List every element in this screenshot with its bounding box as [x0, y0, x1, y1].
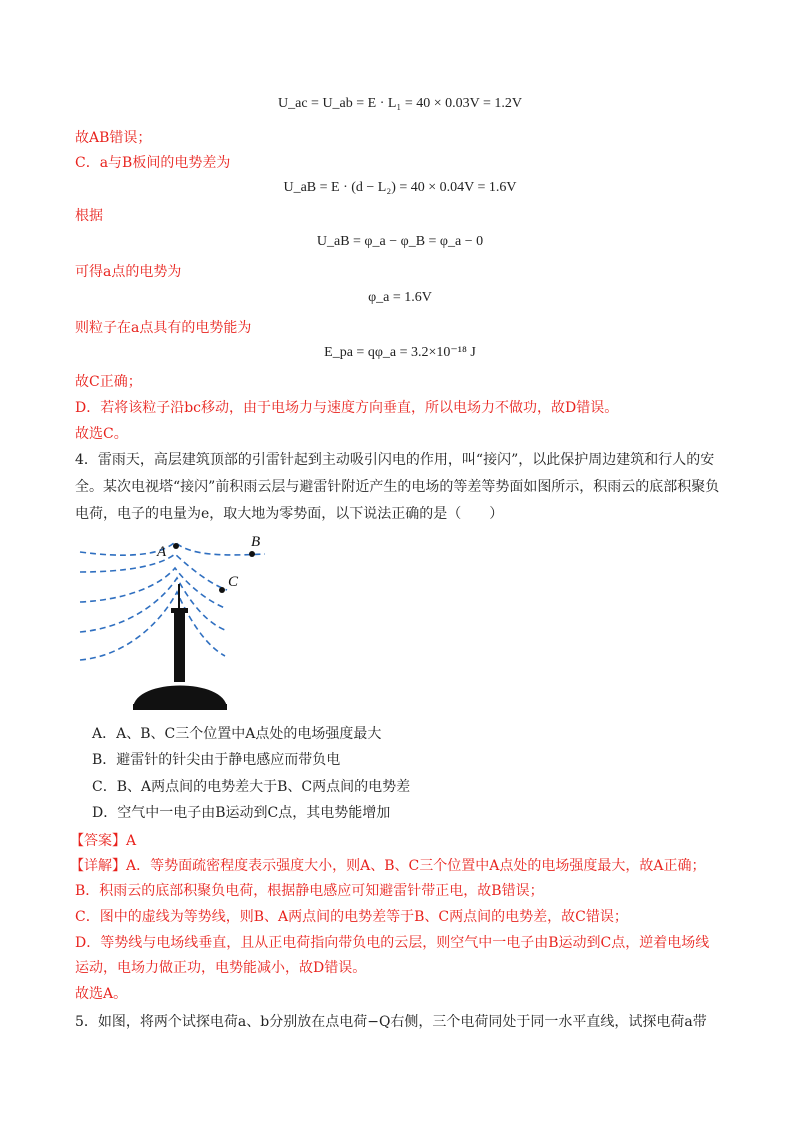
- label-c: C: [228, 574, 239, 590]
- option-c-intro: C．a与B板间的电势差为: [75, 155, 231, 171]
- rod-ground: [133, 704, 227, 710]
- equation-uac: U_ac = U_ab = E · L₁ = 40 × 0.03V = 1.2V: [278, 96, 522, 111]
- point-c: [219, 587, 225, 593]
- text-energy-intro: 则粒子在a点具有的电势能为: [75, 320, 252, 336]
- label-a: A: [157, 544, 167, 560]
- rod-pole-top: [171, 608, 188, 613]
- option-d: D．空气中一电子由B运动到C点，其电势能增加: [92, 805, 391, 821]
- detail-line-d-cont: 运动，电场力做正功，电势能减小，故D错误。: [75, 960, 367, 976]
- equipotential-diagram: [75, 528, 275, 714]
- label-b: B: [251, 534, 261, 550]
- equation-potential-diff: U_aB = φ_a − φ_B = φ_a − 0: [316, 234, 484, 249]
- text-genju: 根据: [75, 208, 103, 224]
- detail-line-a: 【详解】A．等势面疏密程度表示强度大小，则A、B、C三个位置中A点处的电场强度最大，故A正确；: [70, 858, 706, 874]
- point-a: [173, 543, 179, 549]
- answer-label: 【答案】A: [70, 833, 137, 849]
- final-choice-c: 故选C。: [75, 426, 128, 442]
- option-d-explanation: D．若将该粒子沿bc移动，由于电场力与速度方向垂直，所以电场力不做功，故D错误。: [75, 400, 619, 416]
- point-b: [249, 551, 255, 557]
- option-a: A．A、B、C三个位置中A点处的电场强度最大: [92, 726, 382, 742]
- equation-epa: E_pa = qφ_a = 3.2×10⁻¹⁸ J: [324, 345, 476, 360]
- equipotential-line-1: [80, 542, 265, 555]
- question-5-stem: 5．如图，将两个试探电荷a、b分别放在点电荷−Q右侧，三个电荷同处于同一水平直线，试探电荷a带: [75, 1014, 707, 1030]
- detail-line-b: B．积雨云的底部积聚负电荷，根据静电感应可知避雷针带正电，故B错误；: [75, 883, 544, 899]
- question-4-stem: 4．雷雨天，高层建筑顶部的引雷针起到主动吸引闪电的作用，叫“接闪”，以此保护周边建筑和行人的安全。某次电视塔“接闪”前积雨云层与避雷针附近产生的电场的等差等势面如图所示，积雨云的底部积聚负电荷，电子的电量为e，取大地为零势面，以下说法正确的是（ ）: [75, 452, 720, 522]
- rod-pole: [174, 610, 185, 682]
- conclusion-c-right: 故C正确；: [75, 374, 142, 390]
- detail-line-d: D．等势线与电场线垂直，且从正电荷指向带负电的云层，则空气中一电子由B运动到C点，逆着电场线: [75, 935, 710, 951]
- equipotential-line-3: [80, 568, 225, 608]
- conclusion-ab-wrong: 故AB错误；: [75, 130, 152, 146]
- final-choice-a: 故选A。: [75, 986, 128, 1002]
- text-potential-of-a: 可得a点的电势为: [75, 264, 182, 280]
- option-c: C．B、A两点间的电势差大于B、C两点间的电势差: [92, 779, 411, 795]
- equation-uab: U_aB = E · (d − L₂) = 40 × 0.04V = 1.6V: [283, 180, 517, 195]
- equipotential-line-5: [80, 592, 225, 660]
- lightning-rod-figure: [75, 528, 275, 718]
- equation-phi-a: φ_a = 1.6V: [368, 290, 432, 305]
- option-b: B．避雷针的针尖由于静电感应而带负电: [92, 752, 341, 768]
- detail-line-c: C．图中的虚线为等势线，则B、A两点间的电势差等于B、C两点间的电势差，故C错误；: [75, 909, 628, 925]
